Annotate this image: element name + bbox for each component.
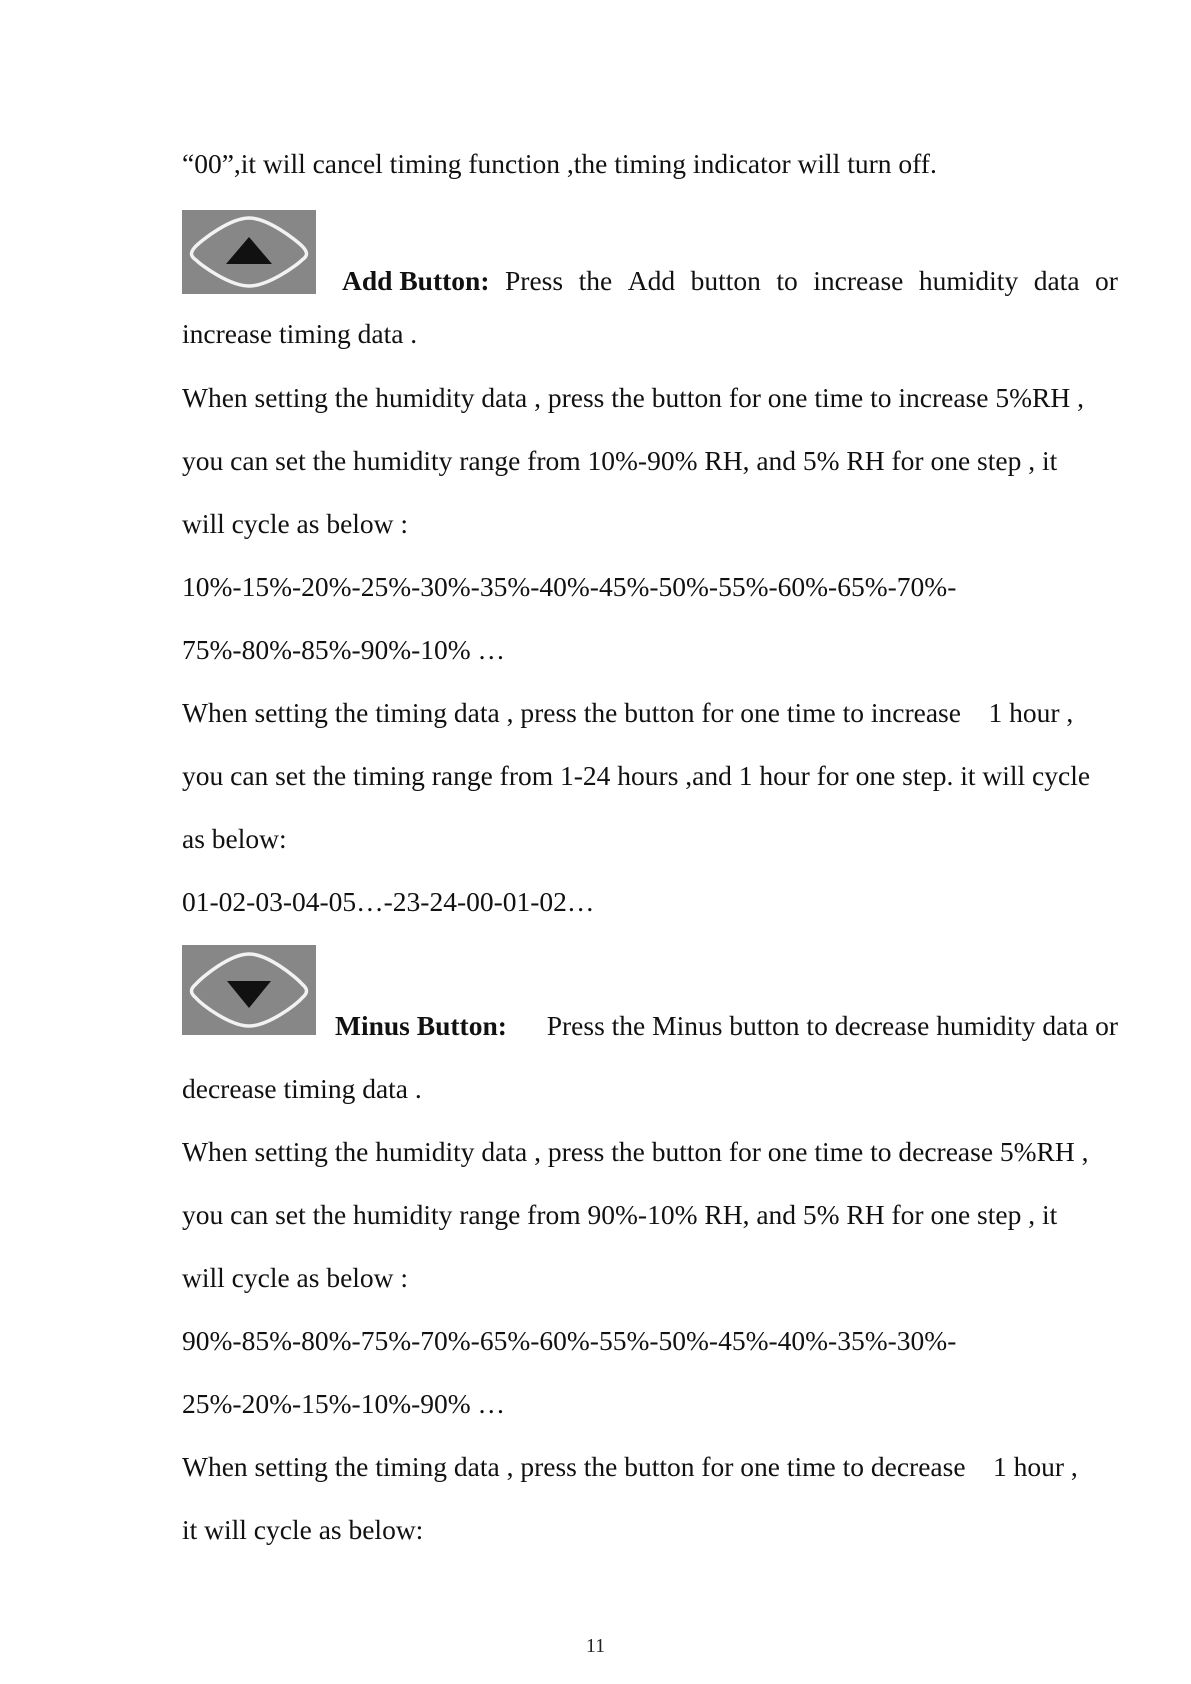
- add-button-heading: Add Button: Press the Add button to increase humidity data or: [342, 265, 1118, 296]
- minus-button-label: Minus Button:: [335, 1010, 507, 1041]
- add-humidity-cycle: 10%-15%-20%-25%-30%-35%-40%-45%-50%-55%-60%-65%-70%-: [182, 571, 957, 602]
- add-humidity-line: you can set the humidity range from 10%-90% RH, and 5% RH for one step , it: [182, 445, 1058, 476]
- add-timing-line: When setting the timing data , press the button for one time to increase 1 hour ,: [182, 697, 1074, 728]
- minus-heading-text: Press the Minus button to decrease humidity data or: [546, 1010, 1118, 1041]
- add-button-image: [182, 210, 316, 294]
- minus-humidity-line: When setting the humidity data , press the button for one time to decrease 5%RH ,: [182, 1136, 1089, 1167]
- minus-humidity-line: you can set the humidity range from 90%-10% RH, and 5% RH for one step , it: [182, 1199, 1058, 1230]
- add-timing-cycle: 01-02-03-04-05…-23-24-00-01-02…: [182, 886, 595, 917]
- minus-humidity-line: will cycle as below :: [182, 1262, 409, 1293]
- add-heading-continuation: increase timing data .: [182, 318, 418, 349]
- minus-button-heading: [335, 1010, 1118, 1042]
- add-humidity-line: When setting the humidity data , press the button for one time to increase 5%RH ,: [182, 382, 1084, 413]
- add-button-label: Add Button:: [342, 265, 490, 296]
- minus-humidity-cycle: 25%-20%-15%-10%-90% …: [182, 1388, 506, 1419]
- intro-line: “00”,it will cancel timing function ,the timing indicator will turn off.: [182, 148, 937, 179]
- add-timing-line: as below:: [182, 823, 287, 854]
- add-timing-line: you can set the timing range from 1-24 hours ,and 1 hour for one step. it will cycle: [182, 760, 1091, 791]
- triangle-up-icon: [182, 210, 316, 294]
- page-number: 11: [585, 1635, 606, 1657]
- manual-page: [182, 0, 1118, 1684]
- minus-button-image: [182, 945, 316, 1035]
- minus-humidity-cycle: 90%-85%-80%-75%-70%-65%-60%-55%-50%-45%-40%-35%-30%-: [182, 1325, 957, 1356]
- triangle-down-icon: [182, 945, 316, 1035]
- add-humidity-line: will cycle as below :: [182, 508, 409, 539]
- minus-timing-line: When setting the timing data , press the button for one time to decrease 1 hour ,: [182, 1451, 1078, 1482]
- minus-timing-line: it will cycle as below:: [182, 1514, 424, 1545]
- minus-heading-continuation: decrease timing data .: [182, 1073, 422, 1104]
- add-humidity-cycle: 75%-80%-85%-90%-10% …: [182, 634, 506, 665]
